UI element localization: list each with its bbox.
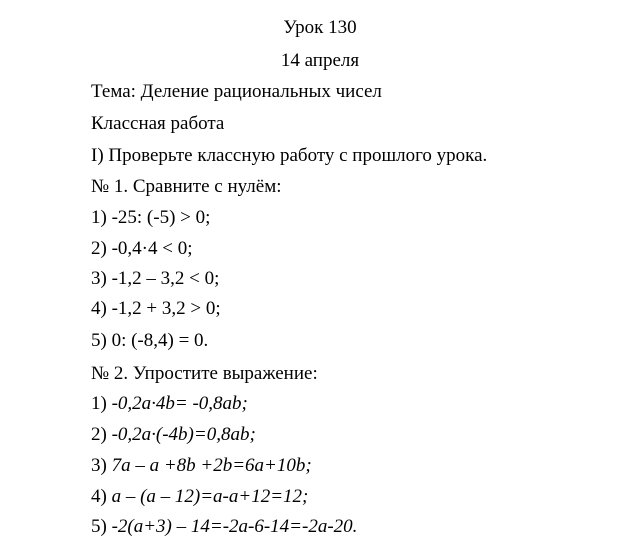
task-1-title: № 1. Сравните с нулём: [91,176,282,197]
task-2-item-number: 3) [91,455,112,476]
task-2-title: № 2. Упростите выражение: [91,363,318,384]
task-2-item-1 [91,393,248,415]
topic-line: Тема: Деление рациональных чисел [91,81,382,102]
task-1-item-2: 2) -0,4·4 < 0; [91,238,193,259]
section-1-instruction: I) Проверьте классную работу с прошлого урока. [91,145,488,166]
task-1-item-1: 1) -25: (-5) > 0; [91,207,211,228]
task-1-item-4: 4) -1,2 + 3,2 > 0; [91,298,221,319]
task-2-item-3 [91,455,312,477]
task-2-item-5 [91,516,357,538]
task-2-item-expression: -0,2a·4b= -0,8ab; [111,393,248,414]
task-2-item-number: 2) [91,424,112,445]
task-2-item-expression: -0,2a·(-4b)=0,8ab; [111,424,256,445]
task-2-item-number: 4) [91,486,112,507]
task-1-item-3: 3) -1,2 – 3,2 < 0; [91,268,220,289]
task-2-item-number: 5) [91,516,112,537]
task-2-item-2 [91,424,256,446]
work-type: Классная работа [91,113,225,134]
lesson-number: Урок 130 [283,17,357,38]
task-2-item-expression: a – (a – 12)=a-a+12=12; [111,486,309,507]
lesson-date: 14 апреля [280,50,360,71]
task-2-item-number: 1) [91,393,112,414]
task-2-item-expression: -2(a+3) – 14=-2a-6-14=-2a-20. [111,516,358,537]
task-1-item-5: 5) 0: (-8,4) = 0. [91,330,209,351]
task-2-item-4 [91,486,308,508]
task-2-item-expression: 7a – a +8b +2b=6a+10b; [111,455,312,476]
